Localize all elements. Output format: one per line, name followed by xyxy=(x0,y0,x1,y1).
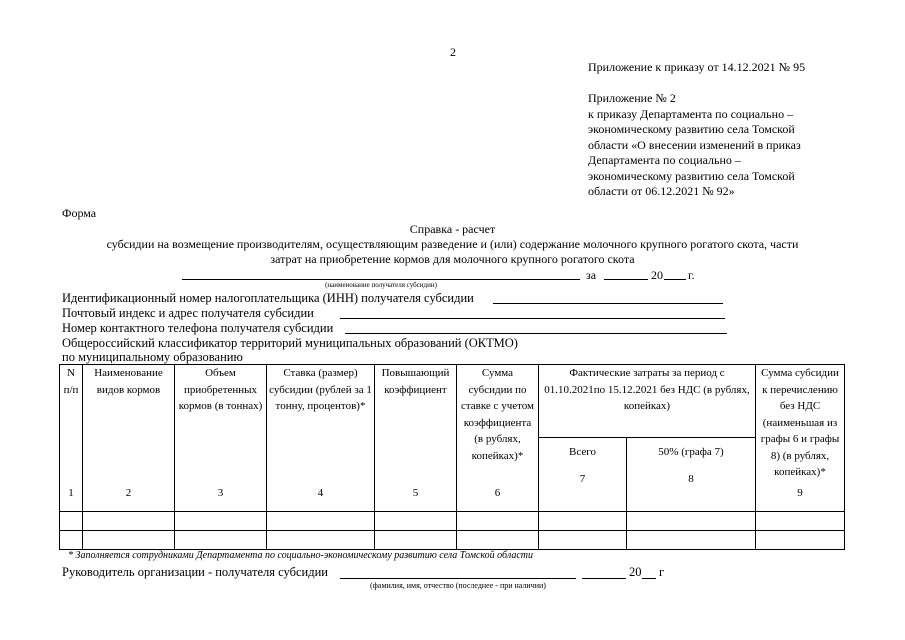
appendix-line: Департамента по социально – xyxy=(588,153,741,167)
signature-date-field[interactable] xyxy=(582,578,626,579)
period-year-prefix: 20 xyxy=(651,268,663,282)
header-cell xyxy=(60,365,83,512)
table-cell[interactable] xyxy=(60,531,83,550)
oktmo-label: Общероссийский классификатор территорий муниципальных образований (ОКТМО) xyxy=(62,336,518,350)
document-title: Справка - расчет xyxy=(409,222,496,236)
period-za-label: за xyxy=(586,268,597,282)
table-cell[interactable] xyxy=(627,512,756,531)
header-cell xyxy=(539,438,627,512)
table-cell[interactable] xyxy=(539,512,627,531)
inn-field[interactable] xyxy=(493,303,723,304)
table-cell[interactable] xyxy=(756,512,845,531)
table-cell[interactable] xyxy=(83,531,175,550)
signature-year-suffix: г xyxy=(659,565,665,579)
header-cell xyxy=(457,365,539,512)
appendix-line: области «О внесении изменений в приказ xyxy=(588,137,801,152)
header-text: Всего xyxy=(569,446,596,458)
page-number: 2 xyxy=(450,45,456,59)
header-text: Сумма субсидии к перечислению без НДС (наименьшая из графы 6 и графы 8) (в рублях, копейках)* xyxy=(760,367,840,478)
period-year-suffix: г. xyxy=(688,268,695,282)
address-field[interactable] xyxy=(340,318,725,319)
header-text: Фактические затраты за период с 01.10.2021по 15.12.2021 без НДС (в рублях, копейках) xyxy=(544,367,750,412)
table-cell[interactable] xyxy=(539,531,627,550)
inn-label: Идентификационный номер налогоплательщика (ИНН) получателя субсидии xyxy=(62,291,474,305)
appendix-line: Приложение № 2 xyxy=(588,91,676,105)
address-label: Почтовый индекс и адрес получателя субсидии xyxy=(62,306,314,320)
header-cell xyxy=(375,365,457,512)
phone-field[interactable] xyxy=(345,333,727,334)
appendix-block xyxy=(588,91,848,200)
column-number: 6 xyxy=(494,486,501,499)
signature-name-field[interactable] xyxy=(340,578,576,579)
header-text: Объем приобретенных кормов (в тоннах) xyxy=(178,367,263,412)
column-number: 4 xyxy=(317,486,324,499)
header-text: Ставка (размер) субсидии (рублей за 1 тонну, процентов)* xyxy=(269,367,372,412)
header-text: Сумма субсидии по ставке с учетом коэффициента (в рублях, копейках)* xyxy=(460,367,535,462)
form-label: Форма xyxy=(62,206,97,220)
period-year-field[interactable] xyxy=(664,279,686,280)
table-cell[interactable] xyxy=(627,531,756,550)
signature-year-field[interactable] xyxy=(642,578,656,579)
column-number: 7 xyxy=(579,472,586,485)
period-field[interactable] xyxy=(604,279,648,280)
footnote: * Заполняется сотрудниками Департамента по социально-экономическому развитию села Томской области xyxy=(68,550,533,561)
header-cell xyxy=(756,365,845,512)
column-number: 8 xyxy=(688,472,694,485)
recipient-name-field[interactable] xyxy=(182,279,580,280)
header-cell xyxy=(267,365,375,512)
header-cell xyxy=(627,438,756,512)
column-number: 3 xyxy=(217,486,224,499)
table-row xyxy=(60,512,845,531)
table-cell[interactable] xyxy=(83,512,175,531)
table-cell[interactable] xyxy=(375,512,457,531)
oktmo-municipal-label: по муниципальному образованию xyxy=(62,350,243,364)
header-cell xyxy=(83,365,175,512)
column-number: 1 xyxy=(68,486,74,499)
header-cell xyxy=(539,365,756,438)
table-cell[interactable] xyxy=(756,531,845,550)
header-cell xyxy=(175,365,267,512)
column-number: 2 xyxy=(125,486,132,499)
header-text: N п/п xyxy=(63,367,79,396)
document-subtitle-line1: субсидии на возмещение производителям, осуществляющим разведение и (или) содержание молочного крупного рогатого скота, части xyxy=(106,237,799,251)
signature-label: Руководитель организации - получателя субсидии xyxy=(62,565,328,579)
order-reference: Приложение к приказу от 14.12.2021 № 95 xyxy=(588,60,806,74)
table-cell[interactable] xyxy=(60,512,83,531)
table-cell[interactable] xyxy=(457,512,539,531)
appendix-line: экономическому развитию села Томской xyxy=(588,168,795,183)
calculation-table xyxy=(59,364,845,550)
recipient-hint: (наименование получателя субсидии) xyxy=(325,281,437,289)
phone-label: Номер контактного телефона получателя субсидии xyxy=(62,321,334,335)
table-cell[interactable] xyxy=(267,512,375,531)
signature-year-prefix: 20 xyxy=(629,565,642,579)
table-cell[interactable] xyxy=(457,531,539,550)
header-text: 50% (графа 7) xyxy=(658,446,724,458)
table-row xyxy=(60,531,845,550)
appendix-line: экономическому развитию села Томской xyxy=(588,122,795,136)
appendix-line: области от 06.12.2021 № 92» xyxy=(588,184,735,198)
table-cell[interactable] xyxy=(175,512,267,531)
table-cell[interactable] xyxy=(375,531,457,550)
header-text: Наименование видов кормов xyxy=(94,367,163,396)
table-cell[interactable] xyxy=(267,531,375,550)
header-text: Повышающий коэффициент xyxy=(381,367,450,396)
column-number: 5 xyxy=(412,486,419,499)
column-number: 9 xyxy=(797,486,803,499)
appendix-line: к приказу Департамента по социально – xyxy=(588,106,794,121)
document-subtitle-line2: затрат на приобретение кормов для молочного крупного рогатого скота xyxy=(270,252,635,266)
signature-hint: (фамилия, имя, отчество (последнее - при наличии) xyxy=(370,581,546,590)
table-cell[interactable] xyxy=(175,531,267,550)
